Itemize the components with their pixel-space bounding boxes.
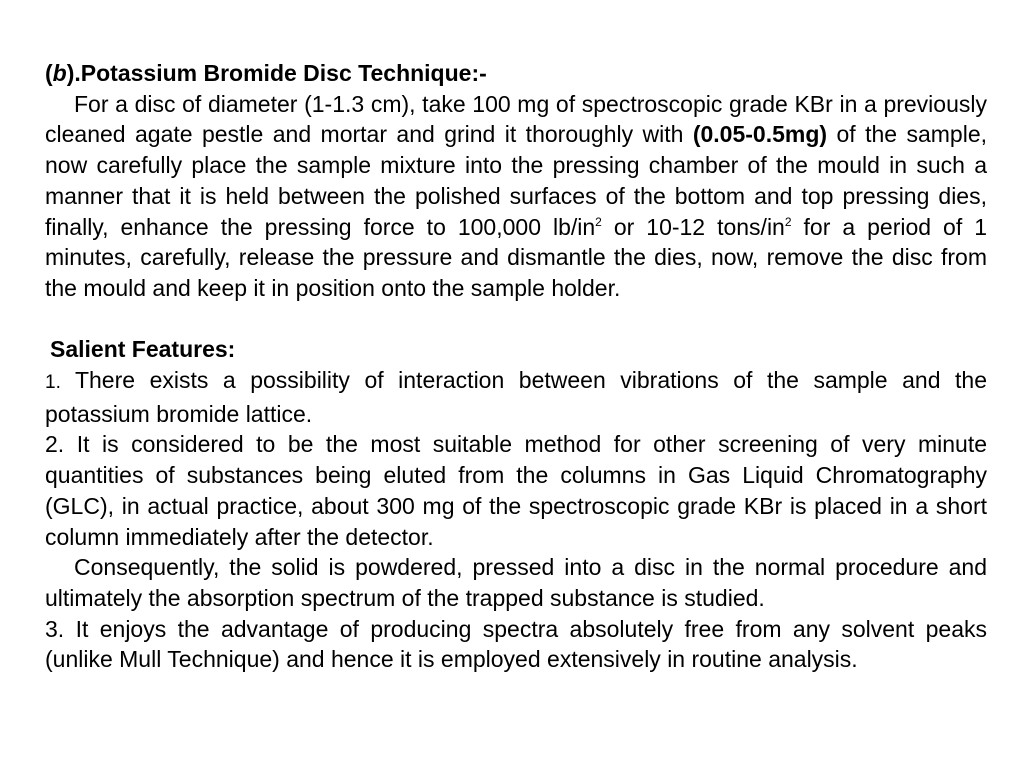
- sample-quantity: (0.05-0.5mg): [692, 121, 828, 148]
- kbr-procedure-paragraph: [45, 89, 987, 304]
- superscript-2: 2: [784, 214, 792, 229]
- feature-item-1: [45, 365, 987, 429]
- section-title: [45, 58, 987, 89]
- para1-text-2: of the sample, now carefully place the sample mixture into the pressing chamber of the mould in such a manner that it is held between the polished surfaces of the bottom and top pressing dies, finally, enhance the pressing force to 100,000 lb/in: [45, 121, 988, 240]
- para1-text-4: for a period of 1 minutes, carefully, release the pressure and dismantle the dies, now, remove the disc from the mould and keep it in position onto the sample holder.: [45, 213, 987, 301]
- slide-content: [45, 58, 987, 675]
- blank-line: [45, 304, 987, 335]
- para1-text-3: or 10-12 tons/in: [601, 213, 785, 240]
- title-letter: b: [52, 60, 67, 86]
- superscript-2: 2: [595, 214, 602, 229]
- para1-text-1: For a disc of diameter (1-1.3 cm), take 100 mg of spectroscopic grade KBr in a previously cleaned agate pestle and mortar and grind it thoroughly with: [45, 90, 987, 148]
- feature-item-2: 2. It is considered to be the most suitable method for other screening of very minute quantities of substances being eluted from the columns in Gas Liquid Chromatography (GLC), in actual practice, about 300 mg of the spectroscopic grade KBr is placed in a short column immediately after the detector.: [45, 431, 987, 550]
- title-open: (: [45, 60, 53, 86]
- salient-features-heading: Salient Features:: [50, 336, 236, 363]
- feature-item-3: 3. It enjoys the advantage of producing spectra absolutely free from any solvent peaks (unlike Mull Technique) and hence it is employed extensively in routine analysis.: [45, 615, 987, 673]
- feature-item-2-continuation: Consequently, the solid is powdered, pressed into a disc in the normal procedure and ultimately the absorption spectrum of the trapped substance is studied.: [45, 554, 987, 611]
- item-number: 1.: [45, 372, 61, 394]
- feature-item-1-text: There exists a possibility of interaction between vibrations of the sample and the potassium bromide lattice.: [45, 367, 987, 427]
- title-rest: ).Potassium Bromide Disc Technique:-: [66, 60, 487, 86]
